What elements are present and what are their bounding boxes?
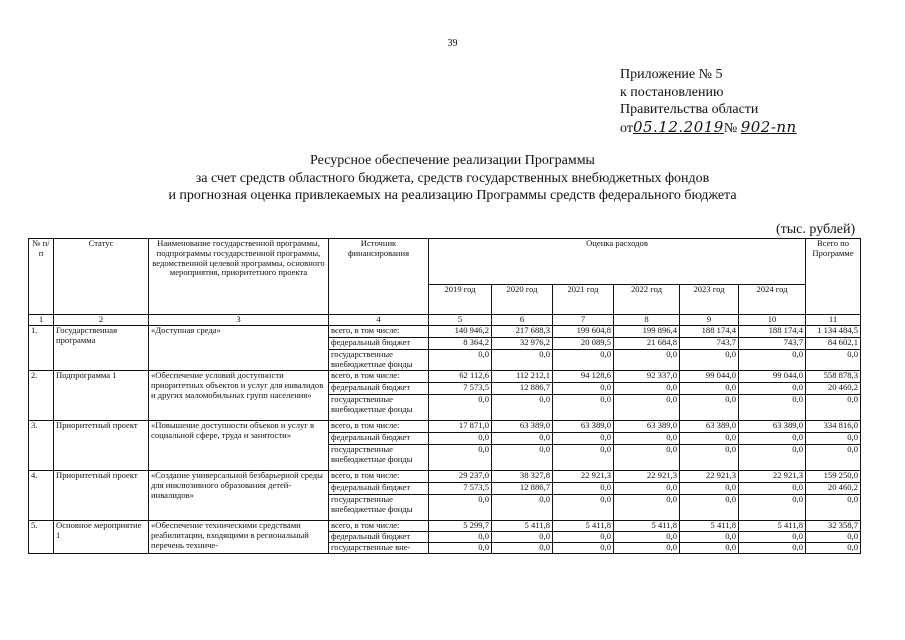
value-cell: 0,0 [806,395,861,421]
value-cell: 5 411,8 [492,521,553,532]
header-source: Источник финансирования [329,239,429,315]
value-cell: 334 816,0 [806,421,861,433]
value-cell: 0,0 [553,350,614,371]
header-year: 2022 год [614,285,680,315]
value-cell: 5 411,8 [739,521,806,532]
value-cell: 0,0 [739,483,806,495]
units-label: (тыс. рублей) [776,222,856,237]
value-cell: 0,0 [806,495,861,521]
value-cell: 0,0 [614,445,680,471]
column-number: 1 [29,315,54,326]
value-cell: 0,0 [614,350,680,371]
funding-source: всего, в том числе: [329,371,429,383]
value-cell: 0,0 [806,350,861,371]
row-number: 4. [29,471,54,521]
table-row [29,371,861,383]
value-cell: 5 411,8 [614,521,680,532]
value-cell: 0,0 [680,495,739,521]
value-cell: 0,0 [739,532,806,543]
value-cell: 32 358,7 [806,521,861,532]
value-cell: 62 112,6 [429,371,492,383]
value-cell: 32 976,2 [492,338,553,350]
value-cell: 0,0 [429,350,492,371]
column-number: 11 [806,315,861,326]
header-year: 2023 год [680,285,739,315]
column-number-row [29,315,861,326]
value-cell: 0,0 [429,395,492,421]
value-cell: 0,0 [614,395,680,421]
appendix-line-1: Приложение № 5 [620,67,723,82]
value-cell: 22 921,3 [553,471,614,483]
handwritten-date: 05.12.2019 [632,117,724,136]
header-estimate: Оценка расходов [429,239,806,285]
value-cell: 112 212,1 [492,371,553,383]
value-cell: 140 946,2 [429,326,492,338]
column-number: 4 [329,315,429,326]
value-cell: 0,0 [429,532,492,543]
value-cell: 0,0 [429,495,492,521]
document-title [0,152,905,205]
appendix-line-3: Правительства области [620,102,759,117]
row-name: «Повышение доступности объеков и услуг в социальной сфере, труда и занятости» [149,421,329,471]
value-cell: 0,0 [680,350,739,371]
appendix-line-2: к постановлению [620,84,724,100]
value-cell: 7 573,5 [429,483,492,495]
value-cell: 63 389,0 [492,421,553,433]
funding-source: государственные внебюджетные фонды [329,350,429,371]
row-name: «Обеспечение техническими средствами реабилитации, входящими в региональный перечень техниче- [149,521,329,554]
value-cell: 0,0 [614,383,680,395]
row-number: 1. [29,326,54,371]
value-cell: 63 389,0 [680,421,739,433]
header-year: 2024 год [739,285,806,315]
value-cell: 0,0 [680,445,739,471]
table-row [29,521,861,532]
column-number: 2 [54,315,149,326]
header-status: Статус [54,239,149,315]
value-cell: 0,0 [429,543,492,554]
funding-source: федеральный бюджет [329,338,429,350]
value-cell: 0,0 [806,445,861,471]
table-row [29,421,861,433]
value-cell: 0,0 [680,395,739,421]
value-cell: 0,0 [553,483,614,495]
number-prefix: № [723,120,738,136]
value-cell: 0,0 [429,433,492,445]
value-cell: 0,0 [553,395,614,421]
value-cell: 0,0 [680,543,739,554]
value-cell: 0,0 [429,445,492,471]
column-number: 8 [614,315,680,326]
value-cell: 0,0 [492,395,553,421]
title-line-2: за счет средств областного бюджета, средств государственных внебюджетных фондов [195,170,710,186]
table-row [29,471,861,483]
row-status: Государственная программа [54,326,149,371]
value-cell: 0,0 [739,350,806,371]
column-number: 9 [680,315,739,326]
value-cell: 188 174,4 [739,326,806,338]
page-number: 39 [447,38,458,49]
value-cell: 0,0 [492,543,553,554]
appendix-block [620,66,797,137]
value-cell: 0,0 [739,433,806,445]
value-cell: 22 921,3 [614,471,680,483]
row-name: «Создание универсальной безбарьерной среды для инклюзивного образования детей-инвалидов» [149,471,329,521]
value-cell: 0,0 [806,433,861,445]
value-cell: 0,0 [553,543,614,554]
table-row [29,326,861,338]
value-cell: 0,0 [739,395,806,421]
value-cell: 5 299,7 [429,521,492,532]
value-cell: 199 604,8 [553,326,614,338]
value-cell: 38 327,8 [492,471,553,483]
value-cell: 8 364,2 [429,338,492,350]
value-cell: 17 871,0 [429,421,492,433]
value-cell: 21 684,8 [614,338,680,350]
header-num: № п/п [29,239,54,315]
budget-table [28,238,861,554]
value-cell: 0,0 [739,495,806,521]
funding-source: федеральный бюджет [329,433,429,445]
value-cell: 12 886,7 [492,483,553,495]
value-cell: 199 896,4 [614,326,680,338]
value-cell: 0,0 [553,495,614,521]
value-cell: 0,0 [806,543,861,554]
value-cell: 5 411,8 [553,521,614,532]
column-number: 6 [492,315,553,326]
value-cell: 0,0 [553,383,614,395]
funding-source: государственные внебюджетные фонды [329,395,429,421]
value-cell: 0,0 [739,383,806,395]
value-cell: 743,7 [680,338,739,350]
value-cell: 29 237,0 [429,471,492,483]
value-cell: 63 389,0 [739,421,806,433]
value-cell: 0,0 [680,483,739,495]
value-cell: 20 089,5 [553,338,614,350]
value-cell: 0,0 [806,532,861,543]
funding-source: всего, в том числе: [329,421,429,433]
appendix-date-line [620,119,797,138]
value-cell: 0,0 [553,532,614,543]
row-name: «Обеспечение условий доступности приоритетных объектов и услуг для инвалидов и других маломобильных групп населения» [149,371,329,421]
value-cell: 188 174,4 [680,326,739,338]
column-number: 7 [553,315,614,326]
value-cell: 0,0 [553,433,614,445]
value-cell: 22 921,3 [739,471,806,483]
title-line-1: Ресурсное обеспечение реализации Программы [310,153,595,168]
row-status: Подпрограмма 1 [54,371,149,421]
funding-source: всего, в том числе: [329,471,429,483]
value-cell: 84 602,1 [806,338,861,350]
value-cell: 63 389,0 [553,421,614,433]
row-number: 3. [29,421,54,471]
value-cell: 99 044,0 [739,371,806,383]
value-cell: 0,0 [492,445,553,471]
row-status: Приоритетный проект [54,421,149,471]
row-name: «Доступная среда» [149,326,329,371]
value-cell: 0,0 [492,495,553,521]
row-number: 5. [29,521,54,554]
funding-source: федеральный бюджет [329,383,429,395]
value-cell: 0,0 [492,433,553,445]
title-line-3: и прогнозная оценка привлекаемых на реализацию Программы средств федерального бюджета [168,188,737,203]
value-cell: 743,7 [739,338,806,350]
value-cell: 12 886,7 [492,383,553,395]
row-number: 2. [29,371,54,421]
value-cell: 7 573,5 [429,383,492,395]
column-number: 10 [739,315,806,326]
handwritten-number: 902-пп [740,117,797,136]
value-cell: 0,0 [614,532,680,543]
value-cell: 0,0 [680,532,739,543]
row-status: Основное мероприятие 1 [54,521,149,554]
value-cell: 0,0 [614,543,680,554]
value-cell: 0,0 [739,445,806,471]
value-cell: 0,0 [680,433,739,445]
value-cell: 99 044,0 [680,371,739,383]
value-cell: 159 250,0 [806,471,861,483]
header-total: Всего по Программе [806,239,861,315]
value-cell: 63 389,0 [614,421,680,433]
funding-source: государственные вне- [329,543,429,554]
value-cell: 20 460,2 [806,383,861,395]
header-year: 2019 год [429,285,492,315]
value-cell: 0,0 [614,495,680,521]
value-cell: 0,0 [492,532,553,543]
header-year: 2021 год [553,285,614,315]
date-prefix: от [620,120,633,136]
value-cell: 0,0 [680,383,739,395]
value-cell: 94 128,6 [553,371,614,383]
funding-source: государственные внебюджетные фонды [329,445,429,471]
value-cell: 217 688,3 [492,326,553,338]
header-year: 2020 год [492,285,553,315]
row-status: Приоритетный проект [54,471,149,521]
funding-source: всего, в том числе: [329,326,429,338]
value-cell: 5 411,8 [680,521,739,532]
value-cell: 0,0 [614,483,680,495]
funding-source: всего, в том числе: [329,521,429,532]
value-cell: 558 878,3 [806,371,861,383]
funding-source: федеральный бюджет [329,483,429,495]
funding-source: государственные внебюджетные фонды [329,495,429,521]
value-cell: 20 460,2 [806,483,861,495]
header-name: Наименование государственной программы, подпрограммы государственной программы, ведомственной целевой программы, основного мероприятия, приоритетного проекта [149,239,329,315]
column-number: 5 [429,315,492,326]
value-cell: 0,0 [739,543,806,554]
column-number: 3 [149,315,329,326]
funding-source: федеральный бюджет [329,532,429,543]
value-cell: 1 134 484,5 [806,326,861,338]
value-cell: 0,0 [553,445,614,471]
value-cell: 22 921,3 [680,471,739,483]
value-cell: 92 337,0 [614,371,680,383]
value-cell: 0,0 [492,350,553,371]
value-cell: 0,0 [614,433,680,445]
